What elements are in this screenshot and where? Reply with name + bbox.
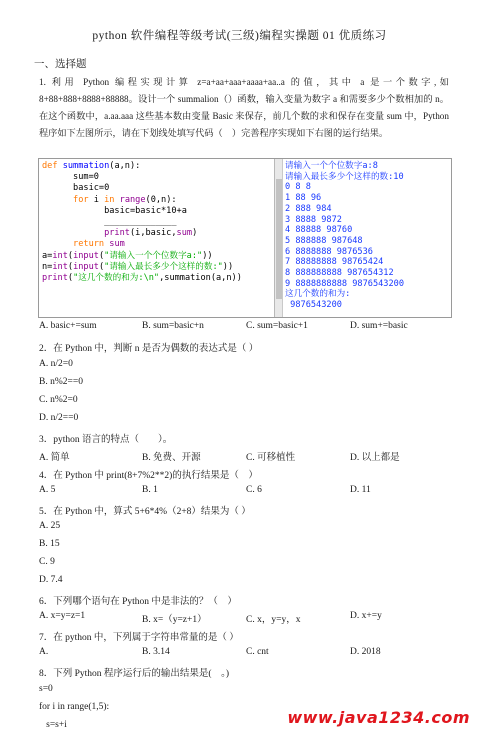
output-line: 0 8 8 bbox=[285, 182, 311, 193]
option-a[interactable]: A. basic+=sum bbox=[39, 321, 97, 331]
code-token: int bbox=[52, 250, 68, 261]
code-token: for bbox=[42, 194, 94, 205]
q6-option-d[interactable]: D. x+=y bbox=[350, 611, 382, 621]
output-line: 6 8888888 9876536 bbox=[285, 246, 373, 257]
code-token: (i,basic, bbox=[129, 228, 177, 239]
code-line bbox=[42, 161, 274, 172]
code-token: )) bbox=[222, 261, 234, 272]
code-token: ( bbox=[67, 250, 74, 261]
code-token: input bbox=[73, 261, 99, 272]
code-listing bbox=[39, 159, 275, 317]
q5-option-b[interactable]: B. 15 bbox=[39, 539, 60, 549]
code-line bbox=[42, 183, 274, 194]
q4-option-d[interactable]: D. 11 bbox=[350, 485, 371, 495]
q8-code-line-1: s=0 bbox=[39, 684, 53, 694]
q3-option-d[interactable]: D. 以上都是 bbox=[350, 453, 400, 463]
code-token: "请输入一个个位数字a:" bbox=[104, 250, 203, 261]
code-token: ( bbox=[98, 261, 105, 272]
code-token: (a,n): bbox=[109, 161, 141, 171]
q6-option-c[interactable]: C. x，y=y，x bbox=[246, 615, 301, 625]
output-line: 请输入一个个位数字a:8 bbox=[285, 161, 378, 171]
output-line: 9 8888888888 9876543200 bbox=[285, 278, 404, 289]
q2-option-b[interactable]: B. n%2==0 bbox=[39, 377, 83, 387]
q5-option-d[interactable]: D. 7.4 bbox=[39, 575, 63, 585]
q3-option-a[interactable]: A. 简单 bbox=[39, 453, 70, 463]
q4-option-a[interactable]: A. 5 bbox=[39, 485, 56, 495]
code-token: def bbox=[42, 161, 63, 171]
q6-option-a[interactable]: A. x=y=z=1 bbox=[39, 611, 86, 621]
question-1-stem: 利用 Python 编程实现计算 z=a+aa+aaa+aaaa+aa..a 的值，其中 a 是一个数字,如 8+88+888+8888+88888。设计一个 summalion（）函数，输入变量为数字 a 和需要多少个数相加的 n。在这个函数中，a.aa.aaa 这些基本数由变量 Basic 来保存，前几个数的求和保存在变量 sum 中，Python 程序如下左图所示，请在下划线处填写代码（ ）完善程序实现如下右图的运行结果。 bbox=[39, 77, 449, 138]
code-token: sum=0 bbox=[42, 172, 99, 183]
q7-option-b[interactable]: B. 3.14 bbox=[142, 647, 170, 657]
code-token: int bbox=[52, 261, 68, 272]
code-line bbox=[42, 195, 274, 206]
q8-code-line-2: for i in range(1,5): bbox=[39, 702, 110, 712]
code-token: "请输入最长多少个这样的数:" bbox=[104, 261, 223, 272]
code-token: ( bbox=[67, 261, 74, 272]
option-d[interactable]: D. sum+=basic bbox=[350, 321, 408, 331]
output-line: 请输入最长多少个这样的数:10 bbox=[285, 171, 404, 182]
q2-option-d[interactable]: D. n/2==0 bbox=[39, 413, 79, 423]
output-line: 4 88888 98760 bbox=[285, 225, 353, 236]
code-token: i bbox=[93, 194, 105, 205]
code-line bbox=[42, 273, 274, 284]
question-5-stem: 5．在 Python 中，算式 5+6*4%（2+8）结果为（ ） bbox=[39, 507, 251, 517]
code-line bbox=[42, 217, 274, 228]
q4-option-c[interactable]: C. 6 bbox=[246, 485, 262, 495]
code-token: basic=0 bbox=[42, 183, 110, 194]
q3-option-b[interactable]: B. 免费、开源 bbox=[142, 453, 201, 463]
page-title: python 软件编程等级考试(三级)编程实操题 01 优质练习 bbox=[92, 30, 387, 42]
q7-option-c[interactable]: C. cnt bbox=[246, 647, 269, 657]
output-line: 8 888888888 987654312 bbox=[285, 268, 394, 279]
question-1-text bbox=[39, 74, 449, 142]
output-line: 这几个数的和为: bbox=[285, 289, 351, 300]
question-4-stem: 4．在 Python 中 print(8+7%2**2)的执行结果是（ ） bbox=[39, 471, 258, 481]
code-token: ______________ bbox=[42, 217, 177, 228]
code-line bbox=[42, 228, 274, 239]
q3-option-c[interactable]: C. 可移植性 bbox=[246, 453, 296, 463]
scrollbar[interactable] bbox=[275, 159, 283, 317]
question-2-stem: 2．在 Python 中，判断 n 是否为偶数的表达式是（ ） bbox=[39, 344, 259, 354]
code-token: print bbox=[42, 273, 68, 284]
question-3-options bbox=[39, 449, 459, 465]
output-line: 9876543200 bbox=[285, 300, 342, 311]
question-7-options bbox=[39, 647, 459, 663]
question-4-options bbox=[39, 485, 459, 501]
question-6-options bbox=[39, 611, 459, 627]
code-token: return bbox=[42, 239, 110, 250]
code-line bbox=[42, 251, 274, 262]
question-1-options bbox=[39, 321, 459, 337]
q7-option-a[interactable]: A. bbox=[39, 647, 49, 657]
question-7-stem: 7．在 python 中，下列属于字符串常量的是（ ） bbox=[39, 633, 239, 643]
output-line: 3 8888 9872 bbox=[285, 214, 342, 225]
q6-option-b[interactable]: B. x=（y=z+1） bbox=[142, 615, 207, 625]
q7-option-d[interactable]: D. 2018 bbox=[350, 647, 381, 657]
question-8-stem: 8．下列 Python 程序运行后的输出结果是( 。) bbox=[39, 669, 230, 679]
question-1-number: 1. bbox=[39, 77, 46, 87]
output-line: 7 88888888 98765424 bbox=[285, 257, 384, 268]
question-6-stem: 6．下列哪个语句在 Python 中是非法的？（ ） bbox=[39, 597, 237, 607]
section-heading: 一、选择题 bbox=[34, 59, 87, 70]
q2-option-a[interactable]: A. n/2=0 bbox=[39, 359, 73, 369]
code-token: )) bbox=[202, 250, 213, 261]
code-token: ( bbox=[98, 250, 105, 261]
code-token: ) bbox=[192, 228, 198, 239]
code-token: "这几个数的和为:\n" bbox=[73, 273, 160, 284]
code-token: ( bbox=[67, 273, 74, 284]
code-token: input bbox=[73, 250, 99, 261]
code-token: summation bbox=[62, 161, 110, 171]
code-token: (0,n): bbox=[145, 194, 177, 205]
option-b[interactable]: B. sum=basic+n bbox=[142, 321, 204, 331]
watermark-logo: www.java1234.com bbox=[287, 708, 470, 727]
q5-option-a[interactable]: A. 25 bbox=[39, 521, 61, 531]
output-line: 2 888 984 bbox=[285, 203, 332, 214]
code-token: sum bbox=[176, 228, 193, 239]
code-token: range bbox=[119, 194, 146, 205]
program-output bbox=[283, 159, 449, 317]
code-line bbox=[42, 206, 274, 217]
code-token: n= bbox=[42, 261, 53, 272]
q2-option-c[interactable]: C. n%2=0 bbox=[39, 395, 78, 405]
output-line: 5 888888 987648 bbox=[285, 235, 363, 246]
code-token: basic=basic*10+a bbox=[42, 205, 187, 216]
q5-option-c[interactable]: C. 9 bbox=[39, 557, 55, 567]
question-1-figure bbox=[38, 158, 452, 318]
code-token: sum bbox=[109, 239, 125, 250]
q8-code-line-3: s=s+i bbox=[39, 720, 67, 730]
output-line: 1 88 96 bbox=[285, 193, 322, 204]
code-token: ,summation(a,n)) bbox=[159, 273, 242, 284]
code-token: print bbox=[42, 228, 130, 239]
code-token: a= bbox=[42, 250, 53, 261]
option-c[interactable]: C. sum=basic+1 bbox=[246, 321, 308, 331]
question-3-stem: 3．python 语言的特点（ ）。 bbox=[39, 435, 173, 445]
code-line bbox=[42, 239, 274, 250]
q4-option-b[interactable]: B. 1 bbox=[142, 485, 158, 495]
scrollbar-thumb[interactable] bbox=[276, 179, 282, 299]
code-line bbox=[42, 172, 274, 183]
code-line bbox=[42, 262, 274, 273]
code-token: in bbox=[104, 194, 120, 205]
